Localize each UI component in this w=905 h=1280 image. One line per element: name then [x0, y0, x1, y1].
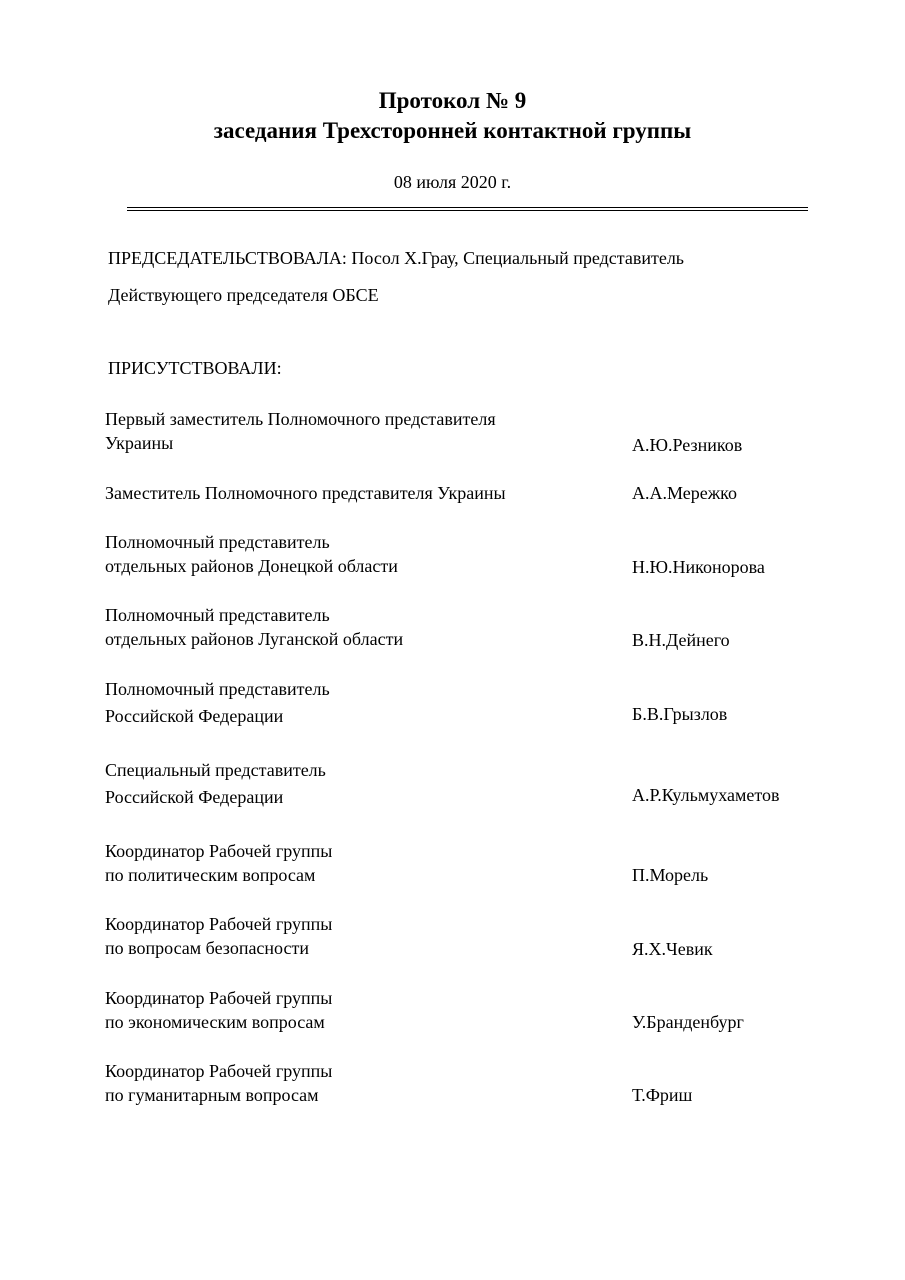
attendee-name: А.А.Мережко [632, 483, 738, 503]
position-line-1: Координатор Рабочей группы [105, 988, 333, 1008]
position-line-2: по экономическим вопросам [105, 1012, 325, 1032]
attendee-name: Т.Фриш [632, 1085, 693, 1105]
attendee-name: А.Ю.Резников [632, 435, 743, 455]
attendee-position [105, 407, 496, 455]
meeting-subtitle: заседания Трехсторонней контактной группы [213, 118, 692, 143]
attendee-position [105, 603, 403, 651]
position-line-2: по политическим вопросам [105, 865, 316, 885]
double-divider [127, 207, 808, 211]
position-line-2: Украины [105, 433, 174, 453]
position-line-2: по гуманитарным вопросам [105, 1085, 319, 1105]
attendee-position [105, 1059, 332, 1107]
position-line-2: отдельных районов Луганской области [105, 629, 404, 649]
attendee-position [105, 986, 332, 1034]
attendees-heading: ПРИСУТСТВОВАЛИ: [108, 358, 282, 378]
position-line-2: Российской Федерации [105, 787, 284, 807]
attendee-position [105, 912, 332, 960]
attendee-name: Я.Х.Чевик [632, 939, 713, 959]
position-line-1: Координатор Рабочей группы [105, 1061, 333, 1081]
position-line-1: Заместитель Полномочного представителя Украины [105, 483, 506, 503]
meeting-date: 08 июля 2020 г. [393, 172, 512, 192]
position-line-1: Первый заместитель Полномочного представителя [105, 409, 496, 429]
position-line-2: по вопросам безопасности [105, 938, 309, 958]
position-line-1: Специальный представитель [105, 760, 326, 780]
attendee-position [105, 839, 332, 887]
attendee-name: У.Бранденбург [632, 1012, 744, 1032]
position-line-1: Полномочный представитель [105, 679, 330, 699]
protocol-title: Протокол № 9 [378, 88, 527, 113]
attendee-name: Б.В.Грызлов [632, 704, 728, 724]
attendee-name: В.Н.Дейнего [632, 630, 730, 650]
attendee-position [105, 677, 330, 728]
attendee-position [105, 481, 506, 505]
position-line-2: отдельных районов Донецкой области [105, 556, 398, 576]
attendee-position [105, 758, 326, 809]
attendee-name: Н.Ю.Никонорова [632, 557, 765, 577]
attendee-name: А.Р.Кульмухаметов [632, 785, 780, 805]
attendee-position [105, 530, 398, 578]
position-line-1: Координатор Рабочей группы [105, 914, 333, 934]
position-line-2: Российской Федерации [105, 706, 284, 726]
position-line-1: Координатор Рабочей группы [105, 841, 333, 861]
position-line-1: Полномочный представитель [105, 605, 330, 625]
chair-line-2: Действующего председателя ОБСЕ [108, 285, 379, 305]
attendee-name: П.Морель [632, 865, 709, 885]
position-line-1: Полномочный представитель [105, 532, 330, 552]
chair-line-1: ПРЕДСЕДАТЕЛЬСТВОВАЛА: Посол Х.Грау, Специальный представитель [108, 248, 685, 268]
